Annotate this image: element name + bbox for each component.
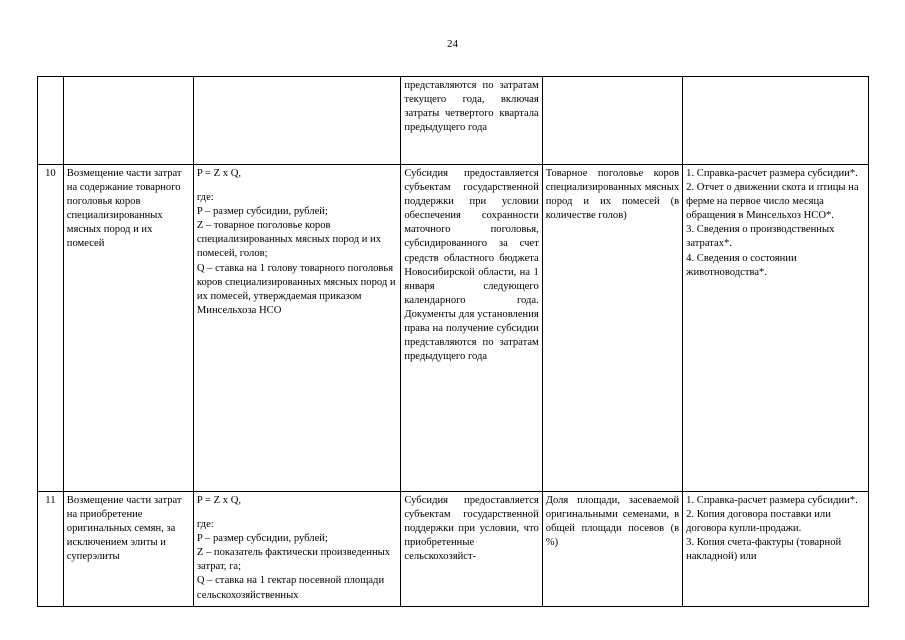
documents-cell — [683, 492, 869, 607]
formula-cell — [193, 77, 400, 165]
document-item: 4. Сведения о состоянии животноводства*. — [686, 252, 797, 278]
formula-line: Q – ставка на 1 голову товарного поголовья коров специализированных мясных пород и их помесей, утверждаемая приказом Минсельхоза НСО — [196, 262, 396, 316]
formula-line: где: — [196, 192, 214, 204]
document-item: 2. Отчет о движении скота и птицы на ферме на первое число месяца обращения в Минсельхоз НСО*. — [686, 182, 859, 222]
documents-cell — [683, 165, 869, 492]
document-item: 1. Справка-расчет размера субсидии*. — [686, 168, 858, 179]
indicator-cell: Товарное поголовье коров специализированных мясных пород и их помесей (в количестве голов) — [542, 165, 682, 492]
indicator-cell: Доля площади, засеваемой оригинальными семенами, в общей площади посевов (в %) — [542, 492, 682, 607]
table-row — [38, 165, 869, 492]
formula-cell — [193, 492, 400, 607]
conditions-cell: Субсидия предоставляется субъектам государственной поддержки при условии обеспечения сохранности маточного поголовья, субсидированного за счет средств областного бюджета Новосибирской области, на 1 января следующего календарного года. Документы для установления права на получение субсидии представляются по затратам предыдущего года — [401, 165, 542, 492]
measure-name-cell — [63, 77, 193, 165]
measure-name-cell: Возмещение части затрат на содержание товарного поголовья коров специализированных мясных пород и их помесей — [63, 165, 193, 492]
subsidy-table — [37, 76, 869, 607]
formula-line: P – размер субсидии, рублей; — [196, 206, 328, 218]
measure-name-cell: Возмещение части затрат на приобретение оригинальных семян, за исключением элиты и суперэлиты — [63, 492, 193, 607]
table-row — [38, 492, 869, 607]
formula-line: где: — [196, 519, 214, 531]
formula-line: P – размер субсидии, рублей; — [196, 533, 328, 545]
formula-line: Z – показатель фактически произведенных затрат, га; — [196, 547, 391, 573]
formula-cell — [193, 165, 400, 492]
documents-cell — [683, 77, 869, 165]
formula-line: Q – ставка на 1 гектар посевной площади сельскохозяйственных — [196, 575, 385, 601]
page-number: 24 — [447, 38, 458, 50]
formula-line: Z – товарное поголовье коров специализированных мясных пород и их помесей, голов; — [196, 220, 382, 260]
conditions-cell: Субсидия предоставляется субъектам государственной поддержки при условии, что приобретенные сельскохозяйст- — [401, 492, 542, 607]
table-row — [38, 77, 869, 165]
row-number-cell — [38, 77, 64, 165]
formula-line: P = Z x Q, — [196, 495, 241, 506]
indicator-cell — [542, 77, 682, 165]
document-item: 3. Копия счета-фактуры (товарной накладной) или — [686, 537, 842, 563]
document-item: 1. Справка-расчет размера субсидии*. — [686, 495, 858, 506]
document-item: 2. Копия договора поставки или договора купли-продажи. — [686, 509, 831, 535]
formula-line: P = Z x Q, — [196, 168, 241, 179]
row-number-cell: 10 — [38, 165, 64, 492]
document-item: 3. Сведения о производственных затратах*. — [686, 224, 835, 250]
conditions-cell: представляются по затратам текущего года, включая затраты четвертого квартала предыдущего года — [401, 77, 542, 165]
row-number-cell: 11 — [38, 492, 64, 607]
